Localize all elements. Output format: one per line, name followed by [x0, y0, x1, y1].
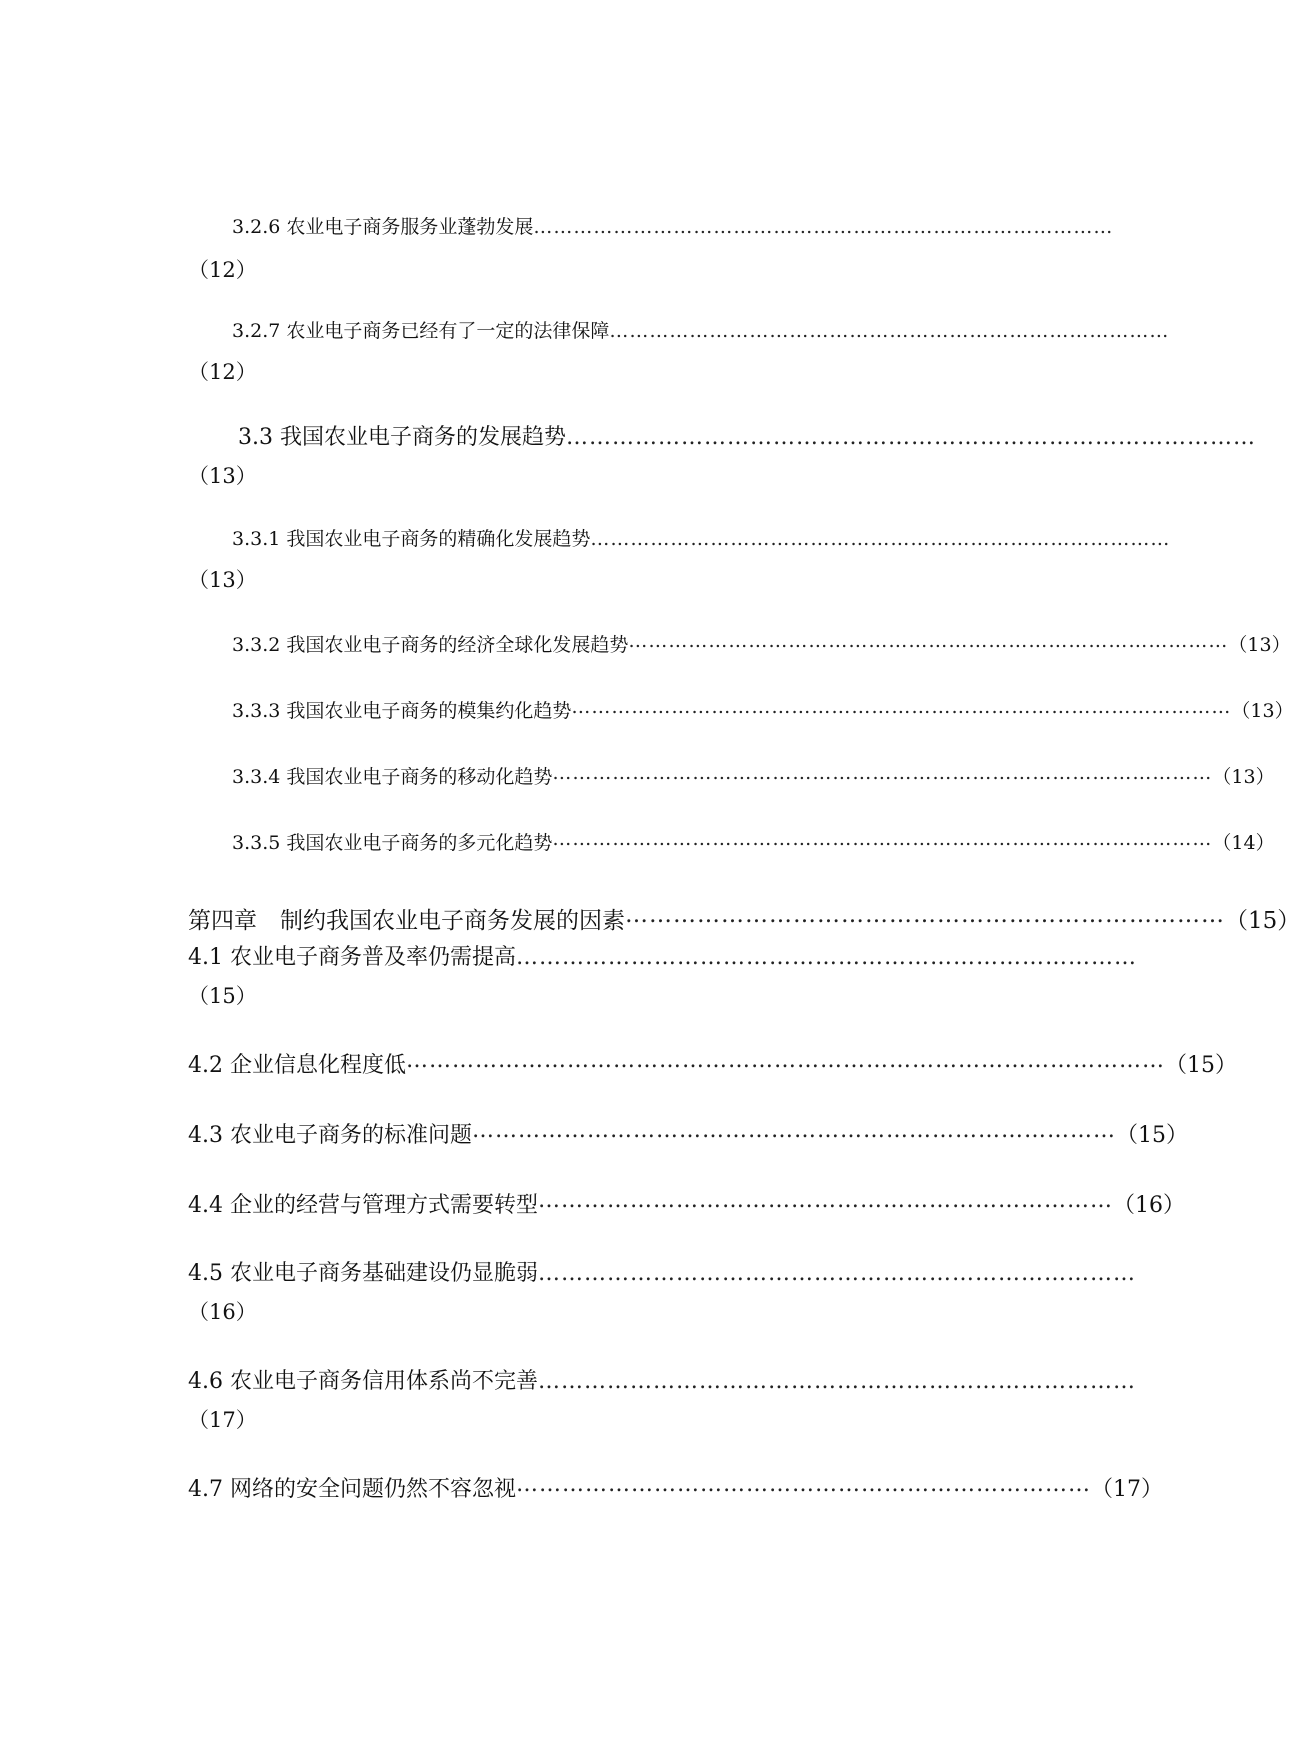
toc-entry-3-3 [238, 420, 1256, 451]
toc-leader-dots: ………………………………………………………………………… [471, 1118, 1116, 1143]
toc-entry-page: （15） [1164, 1053, 1237, 1078]
toc-entry-label: 3.2.7 农业电子商务已经有了一定的法律保障 [232, 320, 610, 342]
toc-entry-page: （16） [1112, 1193, 1185, 1218]
toc-entry-page: （13） [188, 464, 257, 488]
toc-entry-3-3-1 [232, 524, 1171, 551]
toc-entry-page: （13） [1228, 634, 1291, 656]
toc-entry-page: （13） [188, 568, 257, 592]
toc-entry-label: 4.5 农业电子商务基础建设仍显脆弱 [188, 1261, 538, 1286]
toc-entry-label: 4.4 企业的经营与管理方式需要转型 [188, 1193, 538, 1218]
toc-leader-dots: ……………………………………………………………………………………… [552, 762, 1213, 784]
toc-entry-4-2 [188, 1048, 1237, 1079]
toc-entry-4-4 [188, 1188, 1185, 1219]
toc-entry-label: 4.2 企业信息化程度低 [188, 1053, 406, 1078]
toc-leader-dots: ……………………………………………………………………………………… [405, 1048, 1165, 1073]
toc-entry-3-3-4 [232, 762, 1275, 789]
toc-entry-3-3-3 [232, 696, 1294, 723]
toc-entry-page: （13） [1231, 700, 1294, 722]
toc-leader-dots: ………………………………………………………………… [625, 902, 1225, 928]
toc-entry-label: 3.3.3 我国农业电子商务的模集约化趋势 [232, 700, 572, 722]
toc-leader-dots: …………………………………………………………………… [537, 1369, 1136, 1394]
toc-entry-3-3-5 [232, 828, 1275, 855]
toc-entry-label: 3.3 我国农业电子商务的发展趋势 [238, 425, 566, 450]
toc-entry-page: （13） [1212, 766, 1275, 788]
toc-entry-4-3 [188, 1118, 1188, 1149]
toc-entry-page: （14） [1212, 832, 1275, 854]
toc-entry-label: 4.1 农业电子商务普及率仍需提高 [188, 945, 516, 970]
toc-entry-page: （15） [188, 984, 257, 1008]
toc-leader-dots: …………………………………………………………………………… [533, 216, 1114, 238]
toc-entry-label: 3.3.1 我国农业电子商务的精确化发展趋势 [232, 528, 591, 550]
toc-entry-4-7 [188, 1472, 1163, 1503]
toc-leader-dots: ……………………………………………………………………………… [628, 630, 1229, 652]
toc-entry-label: 第四章 制约我国农业电子商务发展的因素 [188, 908, 625, 934]
toc-entry-page: （16） [188, 1300, 257, 1324]
toc-entry-4-5 [188, 1256, 1136, 1287]
toc-entry-label: 4.6 农业电子商务信用体系尚不完善 [188, 1369, 538, 1394]
toc-entry-label: 3.3.2 我国农业电子商务的经济全球化发展趋势 [232, 634, 629, 656]
toc-entry-page: （17） [1090, 1477, 1163, 1502]
toc-entry-label: 3.3.5 我国农业电子商务的多元化趋势 [232, 832, 553, 854]
toc-entry-3-3-2 [232, 630, 1291, 657]
toc-entry-label: 4.7 网络的安全问题仍然不容忽视 [188, 1477, 516, 1502]
toc-entry-4-1 [188, 940, 1137, 971]
toc-leader-dots: ………………………………………………………………… [537, 1188, 1113, 1213]
toc-entry-3-2-7 [232, 316, 1170, 343]
toc-leader-dots: ………………………………………………………………………… [609, 320, 1170, 342]
toc-leader-dots: ………………………………………………………………… [515, 1472, 1091, 1497]
toc-entry-page: （12） [188, 258, 257, 282]
toc-entry-label: 4.3 农业电子商务的标准问题 [188, 1123, 472, 1148]
toc-leader-dots: …………………………………………………………………………… [590, 528, 1171, 550]
toc-entry-page: （15） [1115, 1123, 1188, 1148]
toc-leader-dots: ……………………………………………………………………………………… [552, 828, 1213, 850]
toc-entry-4-6 [188, 1364, 1136, 1395]
toc-entry-3-2-6 [232, 212, 1114, 239]
toc-leader-dots: ……………………………………………………………………………… [565, 425, 1256, 450]
toc-leader-dots: ……………………………………………………………………… [515, 945, 1137, 970]
toc-entry-label: 3.3.4 我国农业电子商务的移动化趋势 [232, 766, 553, 788]
toc-leader-dots: ……………………………………………………………………………………… [571, 696, 1232, 718]
toc-chapter-4 [188, 902, 1300, 935]
toc-entry-label: 3.2.6 农业电子商务服务业蓬勃发展 [232, 216, 534, 238]
toc-leader-dots: …………………………………………………………………… [537, 1261, 1136, 1286]
toc-entry-page: （12） [188, 360, 257, 384]
toc-entry-page: （15） [1225, 908, 1300, 934]
toc-entry-page: （17） [188, 1408, 257, 1432]
